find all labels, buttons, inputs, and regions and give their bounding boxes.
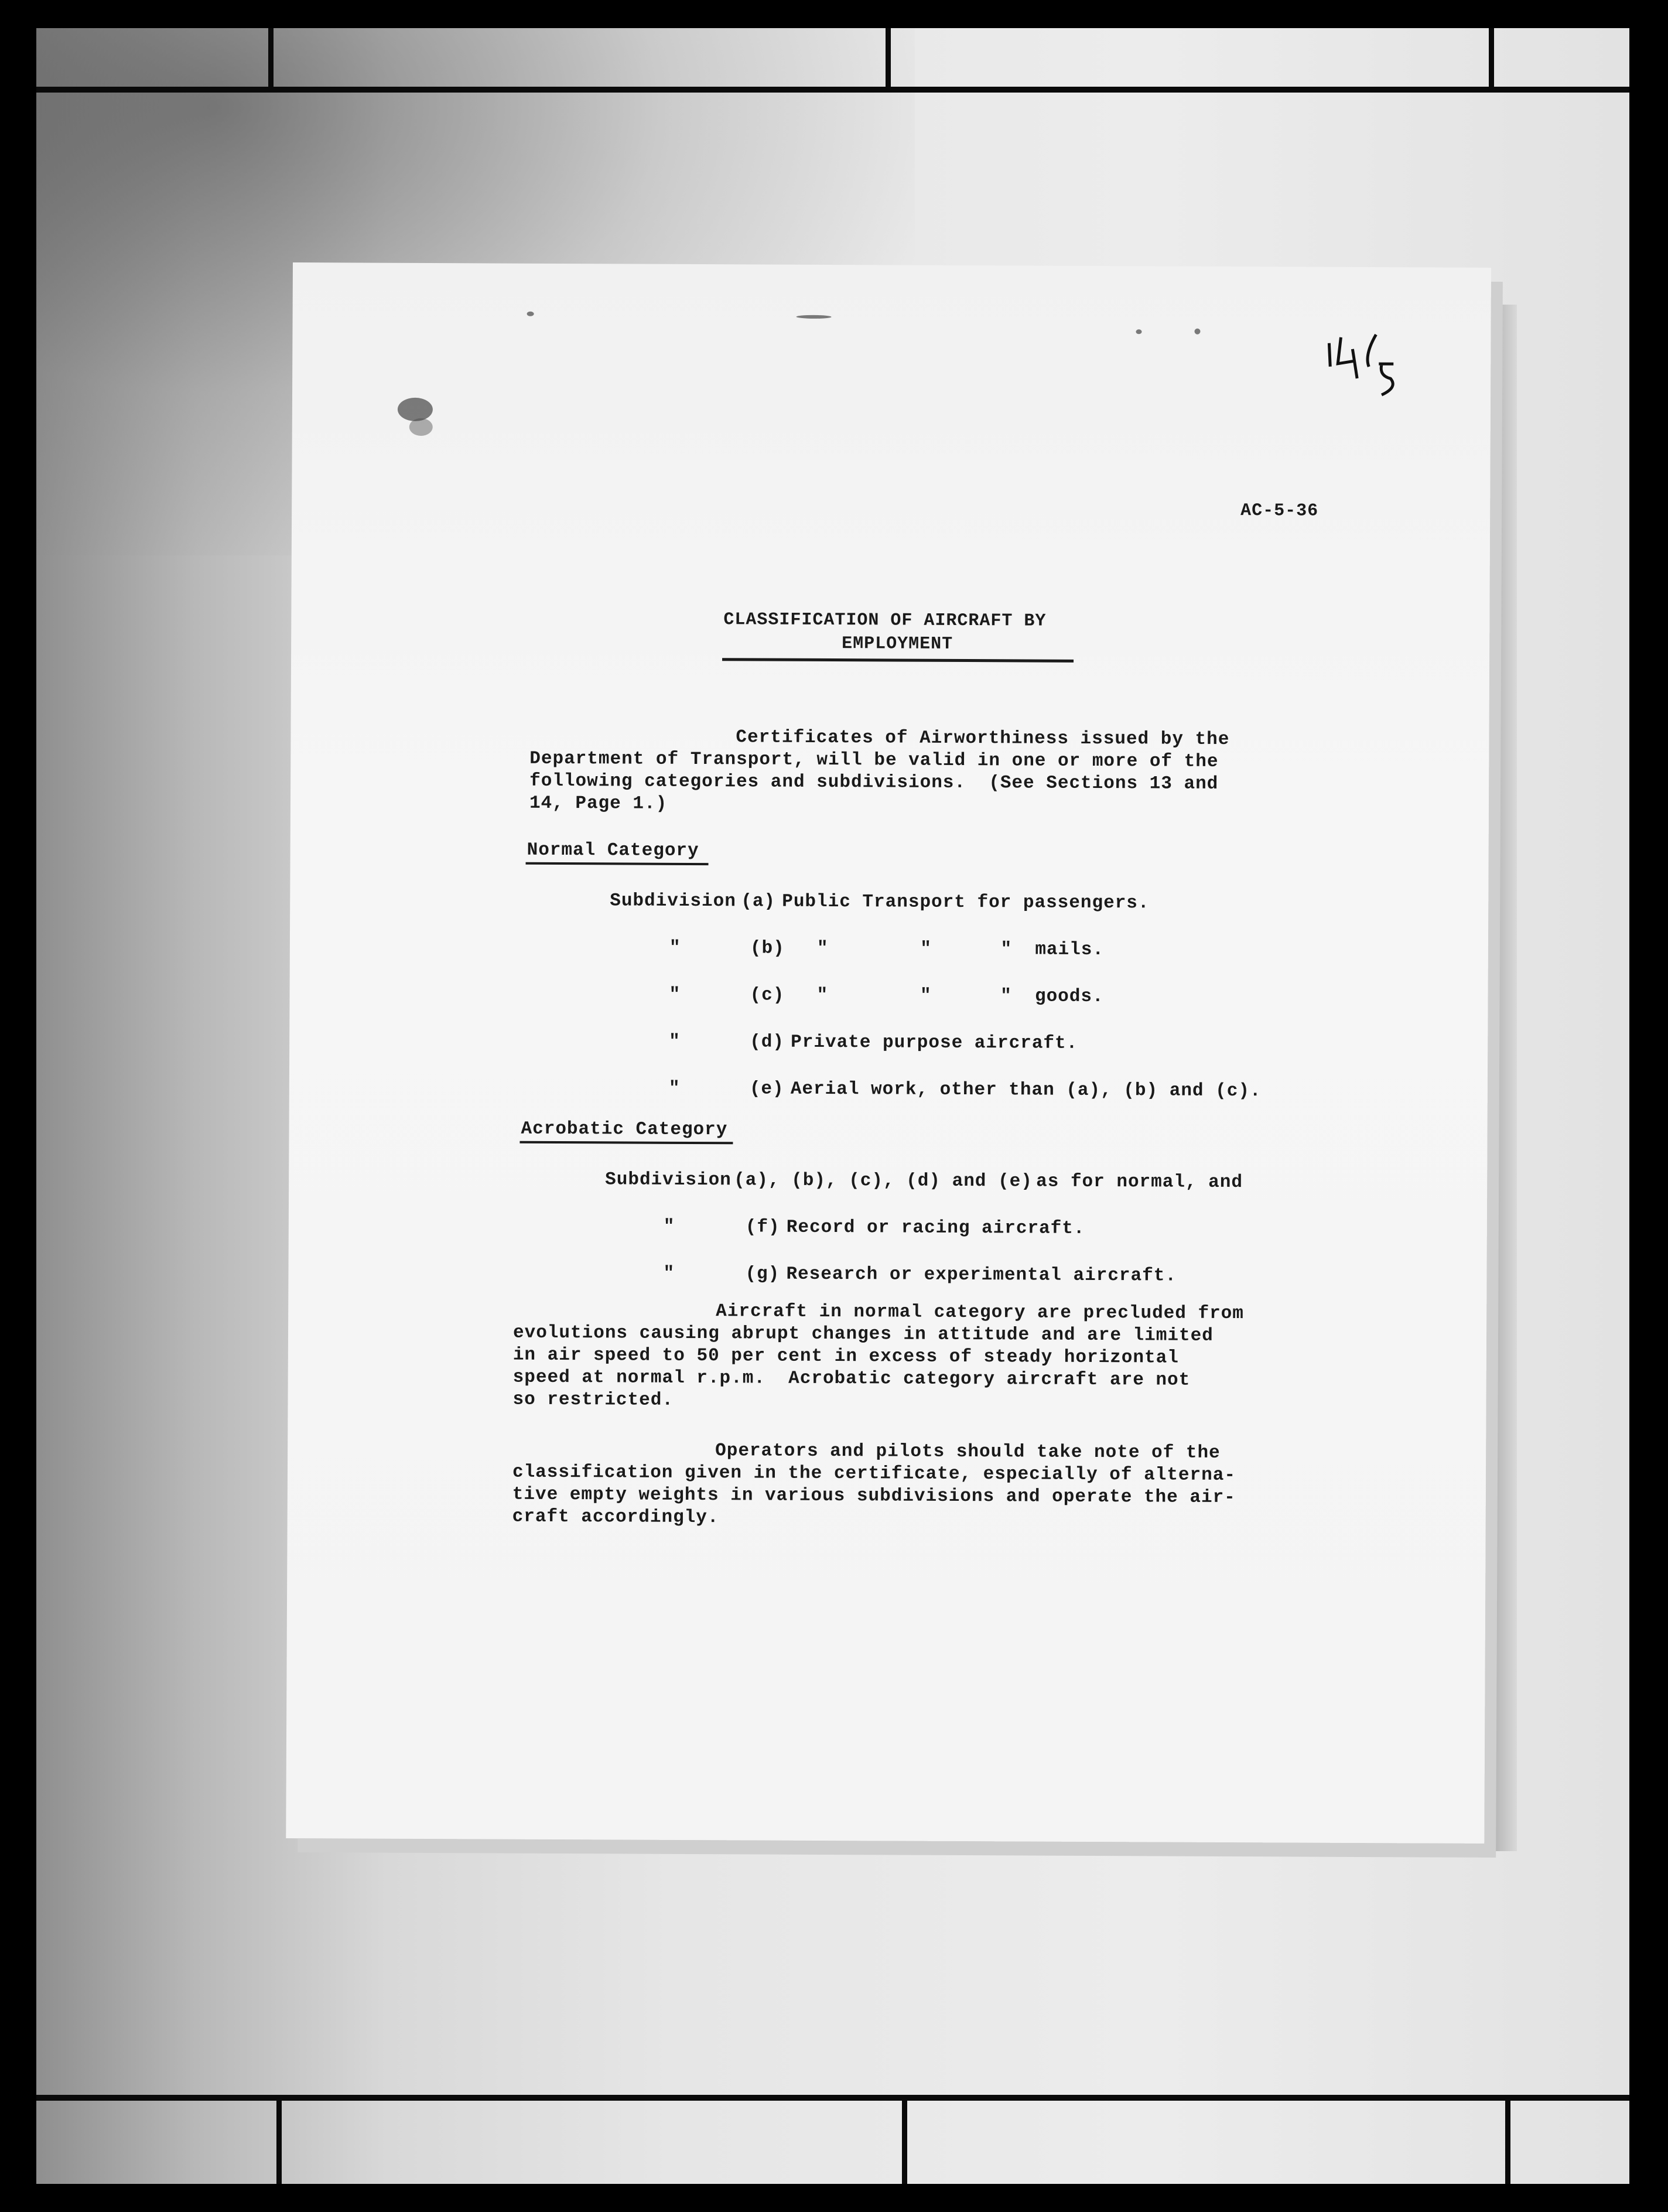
paragraph-line: classification given in the certificate, especially of alterna- (512, 1462, 1236, 1486)
paragraph-line: Aircraft in normal category are precluded from (716, 1301, 1245, 1325)
acrobatic-item-g-text: Research or experimental aircraft. (786, 1264, 1177, 1286)
paragraph-line: tive empty weights in various subdivisions and operate the air- (512, 1484, 1236, 1508)
acrobatic-item-f-text: Record or racing aircraft. (786, 1217, 1085, 1239)
paragraph-line: evolutions causing abrupt changes in attitude and are limited (512, 1322, 1214, 1346)
speck (527, 312, 534, 316)
intro-line: following categories and subdivisions. (See Sections 13 and (529, 770, 1219, 794)
staple-stain (409, 418, 433, 436)
intro-line: Certificates of Airworthiness issued by the (736, 727, 1230, 750)
acrobatic-item-codes: (a), (b), (c), (d) and (e) (734, 1170, 1033, 1192)
acrobatic-item-prefix: Subdivision (605, 1169, 732, 1191)
speck (1136, 329, 1141, 334)
normal-item-b-code: (b) (750, 938, 785, 959)
normal-item-c-text: " " " goods. (816, 985, 1104, 1008)
normal-item-a-code: (a) (741, 891, 776, 912)
paper-edge-shadow (1491, 305, 1517, 1851)
intro-line: 14, Page 1.) (529, 793, 668, 814)
normal-item-d-prefix: " (669, 1031, 681, 1052)
normal-item-e-prefix: " (668, 1078, 681, 1099)
acrobatic-item-g-code: (g) (745, 1264, 780, 1285)
acrobatic-heading-underline (519, 1141, 733, 1145)
acrobatic-item-f-prefix: " (663, 1216, 675, 1237)
normal-item-e-text: Aerial work, other than (a), (b) and (c). (790, 1078, 1262, 1102)
speck (797, 315, 832, 319)
normal-item-d-code: (d) (750, 1032, 785, 1053)
normal-item-b-text: " " " mails. (816, 938, 1105, 961)
intro-line: Department of Transport, will be valid in one or more of the (529, 748, 1219, 772)
normal-item-a-text: Public Transport for passengers. (782, 891, 1150, 914)
normal-item-c-prefix: " (669, 984, 681, 1005)
normal-item-e-code: (e) (749, 1078, 784, 1100)
document-number: AC-5-36 (1240, 501, 1319, 521)
normal-item-c-code: (c) (750, 985, 785, 1006)
frame-tick (902, 2101, 907, 2184)
paragraph-line: craft accordingly. (512, 1506, 719, 1528)
acrobatic-item-text: as for normal, and (1036, 1171, 1243, 1193)
title-underline (722, 658, 1074, 663)
handwritten-folio (1323, 332, 1411, 402)
paragraph-line: speed at normal r.p.m. Acrobatic category aircraft are not (512, 1367, 1191, 1391)
normal-item-b-prefix: " (669, 937, 681, 958)
frame-tick (276, 2101, 282, 2184)
title-line-2: EMPLOYMENT (842, 634, 953, 654)
normal-heading-underline (526, 862, 709, 865)
paragraph-line: in air speed to 50 per cent in excess of steady horizontal (512, 1344, 1179, 1368)
frame-tick (1489, 28, 1494, 87)
normal-category-heading: Normal Category (527, 839, 699, 862)
normal-item-d-text: Private purpose aircraft. (791, 1032, 1078, 1054)
frame-line-bottom (36, 2095, 1629, 2101)
acrobatic-item-g-prefix: " (663, 1263, 675, 1284)
speck (1194, 329, 1200, 334)
acrobatic-item-f-code: (f) (745, 1217, 780, 1238)
paragraph-line: Operators and pilots should take note of the (715, 1440, 1221, 1463)
frame-tick (268, 28, 274, 87)
staple-stain (398, 398, 433, 421)
frame-tick (886, 28, 891, 87)
frame-line-top (36, 87, 1629, 93)
title-line-1: CLASSIFICATION OF AIRCRAFT BY (723, 610, 1047, 631)
paragraph-line: so restricted. (512, 1389, 674, 1411)
normal-item-a-prefix: Subdivision (610, 890, 736, 912)
frame-tick (1505, 2101, 1510, 2184)
acrobatic-category-heading: Acrobatic Category (521, 1118, 728, 1141)
document-page (286, 262, 1491, 1844)
